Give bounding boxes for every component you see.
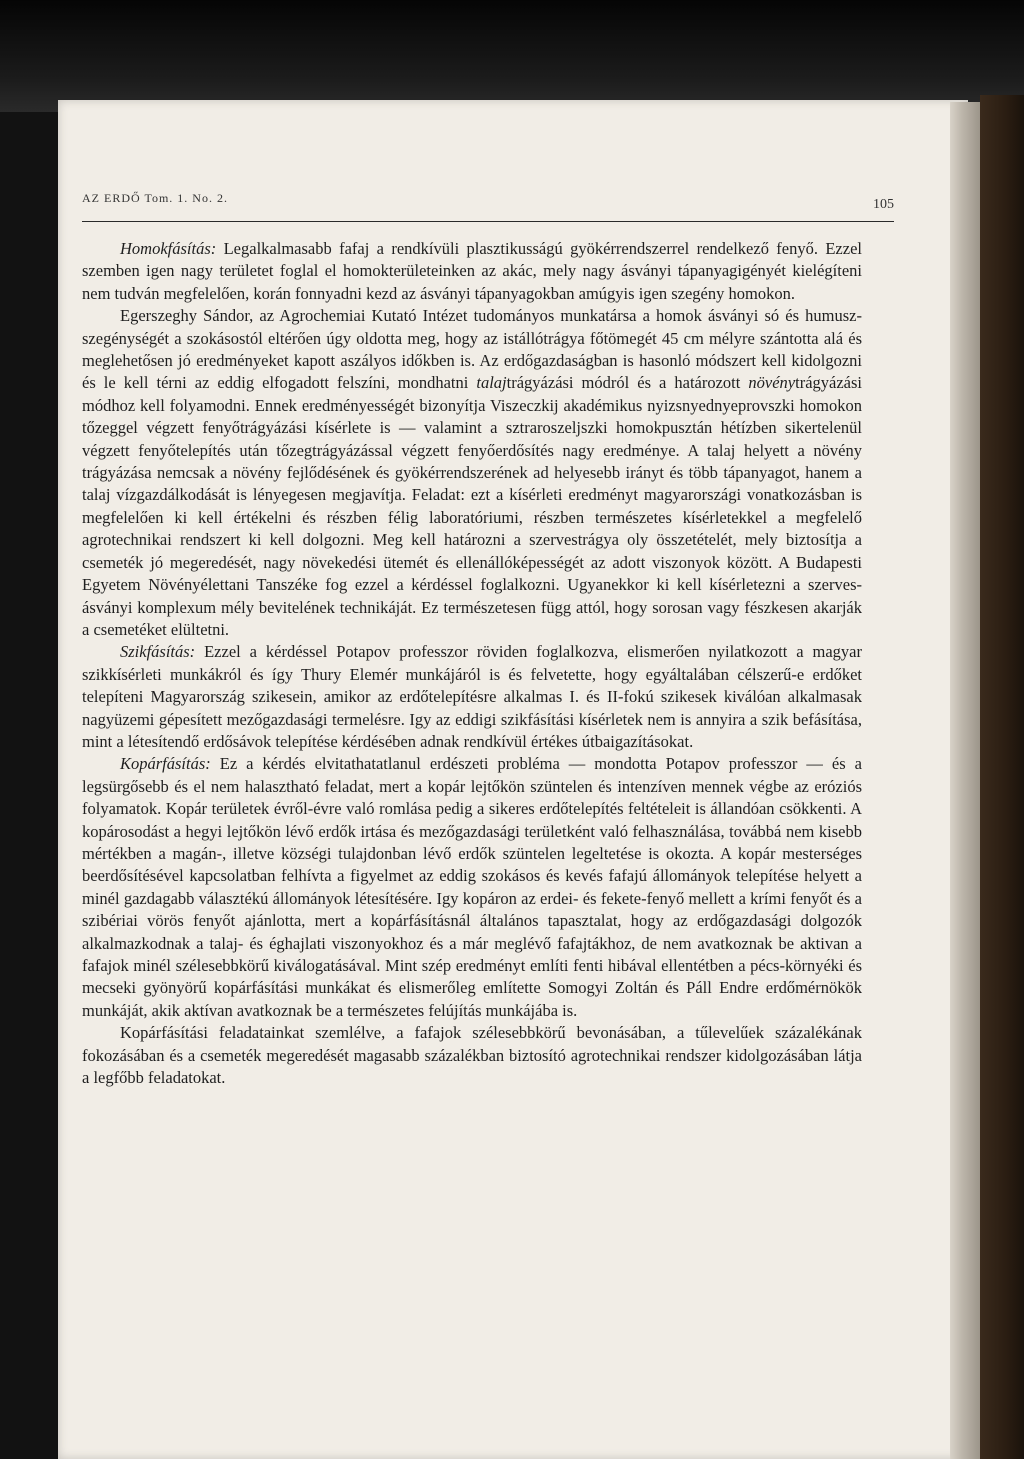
page-edge-shadow — [950, 102, 980, 1459]
paragraph-egerszeghy — [82, 305, 862, 641]
section-lead-homokfasitas: Homokfásítás: — [120, 239, 217, 258]
paragraph-text: trágyázási módhoz kell folyamodni. Ennek eredményességét bizonyítja Viszeczkij akadémikus nyizsnyednyeprovszki homokon tőzeggel végzett fenyőtrágyázási kísérlete is — valamint a sztraroszeljszki homokpusztán hétízben sikertelenül végzett fenyőtelepítés után tőzegtrágyázással végzett fenyőerdősítés nagy eredménye. A talaj helyett a növény trágyázása nemcsak a növény fejlődésének és gyökérrendszerének ad helyesebb irányt és több tápanyagot, hanem a talaj vízgazdálkodását is lényegesen megjavítja. Feladat: ezt a kísérleti eredményt magyarországi vonatkozásban is megfelelően ki kell értékelni és részben félig laboratóriumi, részben természetes kísérletekkel a megfelelő agrotechnikai rendszert ki kell dolgozni. Meg kell határozni a szervestrágya oly összetételét, mely biztosítja a csemeték jó megeredését, nagy növekedési ütemét és ellenállóképességét az adott viszonyok között. A Budapesti Egyetem Növényélettani Tanszéke fog ezzel a kérdéssel foglalkozni. Ugyanekkor ki kell kísérletezni a szerves-ásványi komplexum mély bevitelének technikáját. Ez természetesen függ attól, hogy sorosan vagy fészkesen akarják a csemetéket elültetni. — [82, 373, 862, 639]
paragraph-koparfasitas — [82, 753, 862, 1022]
running-title: AZ ERDŐ Tom. 1. No. 2. — [82, 191, 228, 205]
section-lead-szikfasitas: Szikfásítás: — [120, 642, 196, 662]
section-lead-koparfasitas: Kopárfásítás: — [120, 754, 211, 774]
book-binding — [980, 95, 1024, 1459]
paragraph-text: Ez a kérdés elvitathatatlanul erdészeti probléma — mondotta Potapov professzor — és a legsürgősebb és el nem halasztható feladat, mert a kopár lejtőkön szüntelen és intenzíven mennek végbe az eróziós folyamatok. Kopár területek évről-évre való romlása pedig a sikeres erdőtelepítés feltételeit is állandóan csökkenti. A kopárosodást a hegyi lejtőkön lévő erdők irtása és mezőgazdasági területként való felhasználása, továbbá nem kisebb mértékben a magán-, illetve községi tulajdonban lévő erdők szüntelen legeltetése is okozta. A kopár mesterséges beerdősítésével kapcsolatban felhívta a figyelmet az eddig szokásos és kevés fafajú állományok telepítése helyett a minél gazdagabb választékú állományok létesítésére. Igy kopáron az erdei- és fekete-fenyő mellett a krími fenyőt és a szibériai vörös fenyőt ajánlotta, mert a kopárfásításnál általános tapasztalat, hogy az erdőgazdasági dolgozók alkalmazkodnak a talaj- és éghajlati viszonyokhoz és a már meglévő fafajtákhoz, de nem avatkoznak be aktivan a fafajok minél szélesebbkörű kiválogatásával. Mint szép eredményt említi fenti hibával ellentétben a pécs-környéki és mecseki gyönyörű kopárfásítási munkákat és elismerőleg említette Somogyi Zoltán és Páll Endre erdőmérnökök munkáját, akik aktívan avatkoznak be a természetes felújítás munkájába is. — [82, 754, 862, 1020]
paragraph-text: Egerszeghy Sándor, az Agrochemiai Kutató Intézet tudományos munkatársa a homok ásványi só és humusz-szegénységét a szokásostól eltérően úgy oldotta meg, hogy az istállótrágya főtömegét 45 cm mélyre szántotta alá és meglehetősen jó eredményeket kapott aszályos időkben is. Az erdőgazdaságban is hasonló módszert kell kidolgozni és le kell térni az eddig elfogadott felszíni, mondhatni — [82, 306, 862, 393]
page-header — [82, 191, 894, 222]
paragraph-text: Ezzel a kérdéssel Potapov professzor röviden foglalkozva, elismerően nyilatkozott a magyar szikkísérleti munkákról és így Thury Elemér munkájáról is és felvetette, hogy egyáltalában célszerű-e erdőket telepíteni Magyarország szikesein, amikor az erdőtelepítésre alkalmas I. és II-fokú szikesek kiválóan alkalmasak nagyüzemi gépesített mezőgazdasági termelésre. Igy az eddigi szikfásítási kísérletek nem is annyira a szik befásítása, mint a létesítendő erdősávok telepítése kérdésében adnak rendkívül értékes útbaigazításokat. — [82, 642, 862, 751]
emphasis-noveny: növény — [748, 373, 796, 393]
scan-top-background — [0, 0, 1024, 112]
emphasis-talaj: talaj — [476, 373, 507, 393]
paragraph-szikfasitas — [82, 641, 862, 753]
page-number: 105 — [873, 197, 894, 212]
paragraph-homokfasitas — [82, 238, 862, 305]
paragraph-text: Kopárfásítási feladatainkat szemlélve, a fafajok szélesebbkörű bevonásában, a tűlevelűek százalékának fokozásában és a csemeték megeredését magasabb százalékban biztosító agrotechnikai rendszer kidolgozásában látja a legfőbb feladatokat. — [82, 1023, 862, 1088]
article-body — [82, 238, 862, 1089]
paragraph-text: trágyázási módról és a határozott — [506, 373, 749, 393]
paragraph-text: Legalkalmasabb fafaj a rendkívüli plasztikusságú gyökérrendszerrel rendelkező fenyő. Ezzel szemben igen nagy területet foglal el homokterületeinken az akác, mely nagy ásványi tápanyagigényét kielégíteni nem tudván megfelelően, korán fonnyadni kezd az ásványi tápanyagokban amúgyis igen szegény homokon. — [82, 239, 862, 303]
paragraph-conclusion — [82, 1022, 862, 1089]
